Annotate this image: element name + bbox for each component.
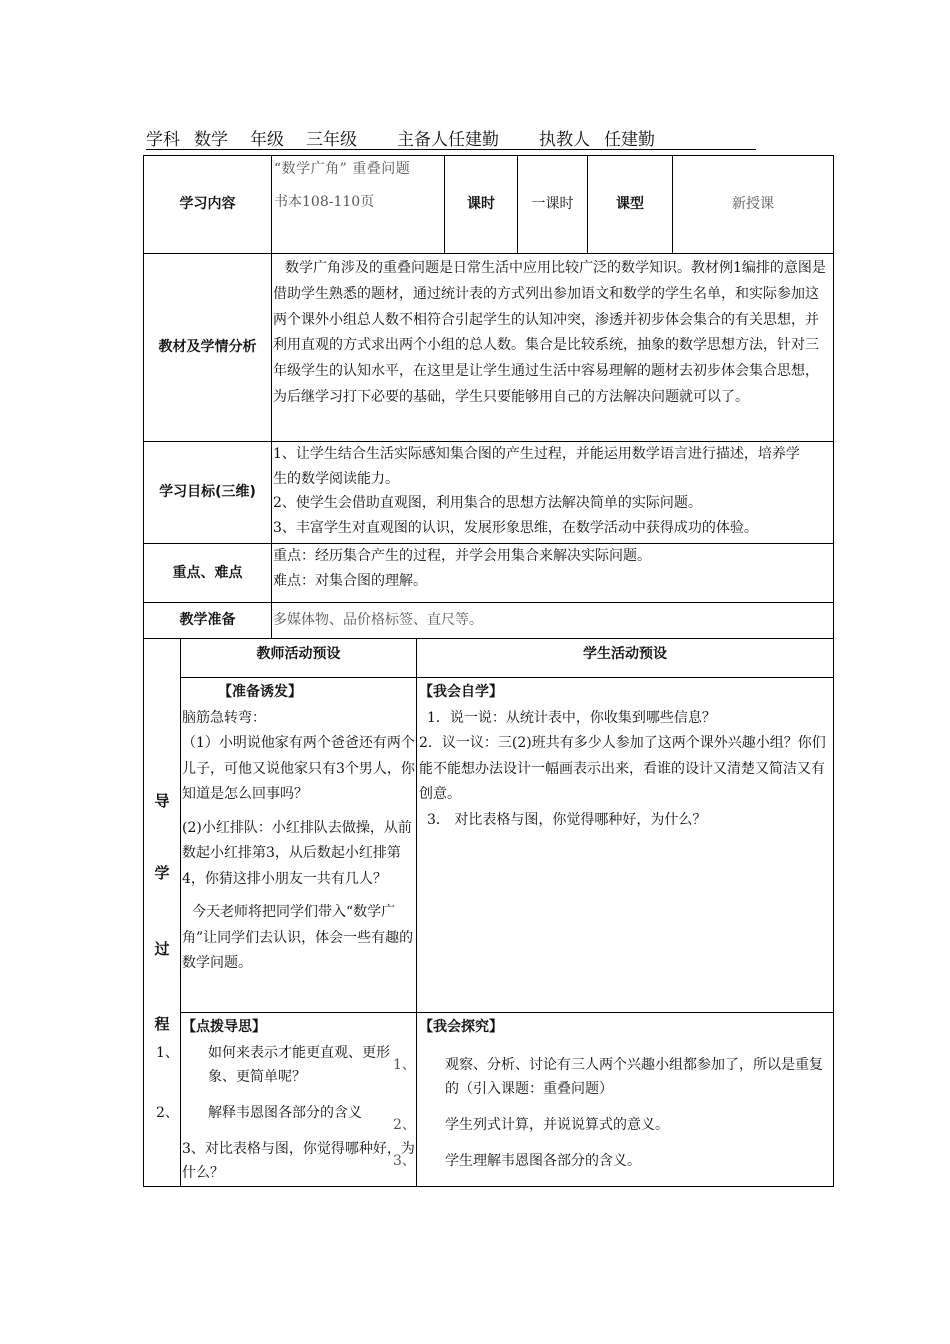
- difficulty-text: 难点：对集合图的理解。: [273, 573, 427, 589]
- goal-item: 2、使学生会借助直观图，利用集合的思想方法解决简单的实际问题。: [273, 495, 702, 511]
- section-title: 【准备诱发】: [218, 684, 302, 700]
- explore-item: 1、 观察、分析、讨论有三人两个兴趣小组都参加了，所以是重复的（引入课题：重叠问题）: [393, 1057, 823, 1097]
- prep-text: 多媒体物、品价格标签、直尺等。: [273, 612, 483, 628]
- period-label: 课时: [467, 196, 495, 212]
- student-activity-header: 学生活动预设: [583, 645, 667, 662]
- goals-label: 学习目标(三维): [159, 484, 256, 500]
- section-title: 【我会探究】: [419, 1019, 503, 1035]
- content-title: “数学广角” 重叠问题: [274, 161, 411, 177]
- table-right-border: [833, 155, 834, 1187]
- student-block-self-study: [419, 680, 832, 1010]
- guide-item: 1、 如何来表示才能更直观、更形象、更简单呢？: [156, 1045, 390, 1085]
- grade-label: 年级: [250, 130, 284, 150]
- teacher-block-prepare: [182, 680, 416, 1010]
- column-divider: [271, 155, 272, 638]
- key-points-label: 重点、难点: [172, 564, 243, 581]
- process-side-char: 程: [154, 1015, 170, 1033]
- subject-label: 学科: [146, 130, 180, 150]
- document-header: [146, 125, 756, 150]
- table-bottom-border: [143, 1186, 834, 1187]
- column-divider: [416, 638, 417, 1186]
- process-side-char: 导: [154, 792, 170, 810]
- section-title: 【我会自学】: [419, 684, 503, 700]
- analysis-text: 数学广角涉及的重叠问题是日常生活中应用比较广泛的数学知识。教材例1编排的意图是借助学生熟悉的题材，通过统计表的方式列出参加语文和数学的学生名单，和实际参加这两个课外小组总人数不相符合引起学生的认知冲突，渗透并初步体会集合的有关思想，并利用直观的方式求出两个小组的总人数。集合是比较系统，抽象的数学思想方法，针对三年级学生的认知水平，在这里是让学生通过生活中容易理解的题材去初步体会集合思想，为后继学习打下必要的基础，学生只要能够用自己的方法解决问题就可以了。: [273, 260, 826, 405]
- content-pages: 书本108-110页: [274, 194, 375, 210]
- goal-item: 1、让学生结合生活实际感知集合图的产生过程，并能运用数学语言进行描述，培养学生的数学阅读能力。: [273, 446, 800, 487]
- brain-teaser-question: （1）小明说他家有两个爸爸还有两个儿子，可他又说他家只有3个男人，你知道是怎么回事吗？: [182, 735, 415, 802]
- content-cell: [274, 158, 442, 252]
- section-title: 【点拨导思】: [182, 1019, 266, 1035]
- brain-teaser-intro: 脑筋急转弯：: [182, 709, 266, 726]
- subject-value: 数学: [194, 130, 228, 150]
- goal-item: 3、丰富学生对直观图的认识，发展形象思维，在数学活动中获得成功的体验。: [273, 519, 758, 536]
- content-label: 学习内容: [179, 196, 236, 212]
- prep-label: 教学准备: [179, 612, 236, 628]
- preparer-value: 任建勤: [448, 130, 499, 150]
- guide-item: 3、对比表格与图，你觉得哪种好，为什么？: [182, 1141, 415, 1181]
- column-divider: [180, 638, 181, 1186]
- key-points-cell: [273, 544, 832, 602]
- process-side-char: 学: [154, 864, 170, 882]
- goals-list: [273, 442, 832, 542]
- self-study-item: 3． 对比表格与图，你觉得哪种好，为什么？: [427, 811, 707, 828]
- teacher-activity-header: 教师活动预设: [256, 645, 341, 662]
- teacher-label: 执教人: [539, 130, 590, 150]
- analysis-label: 教材及学情分析: [158, 339, 257, 355]
- key-point-text: 重点：经历集合产生的过程，并学会用集合来解决实际问题。: [273, 548, 651, 564]
- self-study-item: 1．说一说：从统计表中，你收集到哪些信息？: [427, 709, 716, 726]
- explore-item: 3、 学生理解韦恩图各部分的含义。: [393, 1153, 641, 1169]
- guide-item: 2、 解释韦恩图各部分的含义: [156, 1105, 362, 1121]
- process-side-char: 过: [154, 940, 170, 958]
- teacher-block-guide: [156, 1015, 416, 1185]
- grade-value: 三年级: [306, 130, 357, 150]
- explore-item: 2、 学生列式计算，并说说算式的意义。: [393, 1117, 669, 1133]
- type-value: 新授课: [732, 196, 774, 212]
- row-divider: [181, 1012, 834, 1013]
- preparer-label: 主备人: [397, 130, 448, 150]
- period-value: 一课时: [531, 196, 574, 212]
- self-study-item: 2．议一议：三(2)班共有多少人参加了这两个课外兴趣小组？你们能不能想办法设计一幅画表示出来，看谁的设计又清楚又简洁又有创意。: [419, 735, 826, 802]
- brain-teaser-question: (2)小红排队：小红排队去做操，从前数起小红排第3，从后数起小红排第4，你猜这排小朋友一共有几人？: [182, 819, 412, 887]
- closing-text: 今天老师将把同学们带入“数学广角”让同学们去认识，体会一些有趣的数学问题。: [182, 904, 414, 971]
- teacher-value: 任建勤: [604, 130, 655, 150]
- student-block-explore: [393, 1015, 832, 1185]
- type-label: 课型: [616, 196, 644, 212]
- row-divider: [181, 677, 834, 678]
